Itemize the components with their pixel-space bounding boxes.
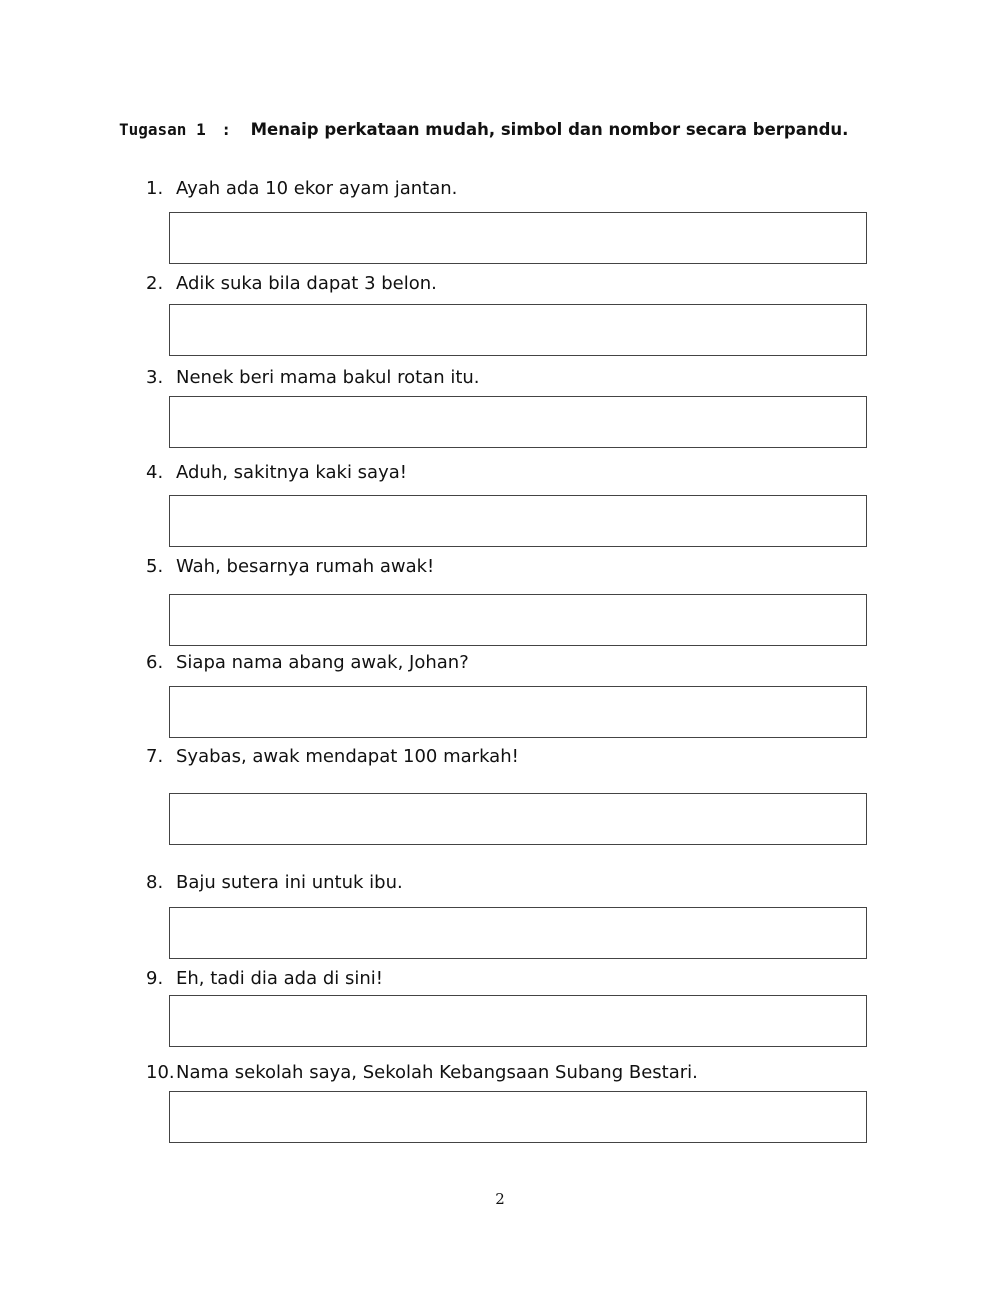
question-10	[146, 1062, 698, 1083]
task-header	[119, 120, 848, 139]
question-text: Nenek beri mama bakul rotan itu.	[176, 367, 480, 388]
question-5	[146, 556, 434, 577]
question-1	[146, 178, 457, 199]
answer-box-7[interactable]	[169, 793, 867, 845]
question-number: 4.	[146, 462, 164, 483]
task-label: Tugasan 1	[119, 120, 206, 139]
answer-box-5[interactable]	[169, 594, 867, 646]
question-number: 3.	[146, 367, 164, 388]
question-text: Syabas, awak mendapat 100 markah!	[176, 746, 519, 767]
question-number: 9.	[146, 968, 164, 989]
question-number: 10.	[146, 1062, 175, 1083]
question-number: 2.	[146, 273, 164, 294]
answer-box-3[interactable]	[169, 396, 867, 448]
question-number: 8.	[146, 872, 164, 893]
answer-box-2[interactable]	[169, 304, 867, 356]
answer-box-6[interactable]	[169, 686, 867, 738]
question-number: 7.	[146, 746, 164, 767]
question-text: Eh, tadi dia ada di sini!	[176, 968, 383, 989]
answer-box-4[interactable]	[169, 495, 867, 547]
question-3	[146, 367, 480, 388]
question-text: Aduh, sakitnya kaki saya!	[176, 462, 407, 483]
question-2	[146, 273, 437, 294]
page-number: 2	[495, 1190, 505, 1208]
question-4	[146, 462, 407, 483]
question-number: 6.	[146, 652, 164, 673]
question-text: Wah, besarnya rumah awak!	[176, 556, 435, 577]
answer-box-10[interactable]	[169, 1091, 867, 1143]
answer-box-9[interactable]	[169, 995, 867, 1047]
question-number: 1.	[146, 178, 164, 199]
question-6	[146, 652, 469, 673]
question-text: Nama sekolah saya, Sekolah Kebangsaan Subang Bestari.	[176, 1062, 698, 1083]
question-text: Siapa nama abang awak, Johan?	[176, 652, 469, 673]
task-separator: :	[221, 120, 231, 139]
question-text: Ayah ada 10 ekor ayam jantan.	[176, 178, 458, 199]
question-8	[146, 872, 403, 893]
question-text: Adik suka bila dapat 3 belon.	[176, 273, 437, 294]
answer-box-8[interactable]	[169, 907, 867, 959]
question-7	[146, 746, 519, 767]
question-9	[146, 968, 383, 989]
question-text: Baju sutera ini untuk ibu.	[176, 872, 403, 893]
task-title: Menaip perkataan mudah, simbol dan nombor secara berpandu.	[250, 120, 849, 139]
question-number: 5.	[146, 556, 164, 577]
answer-box-1[interactable]	[169, 212, 867, 264]
